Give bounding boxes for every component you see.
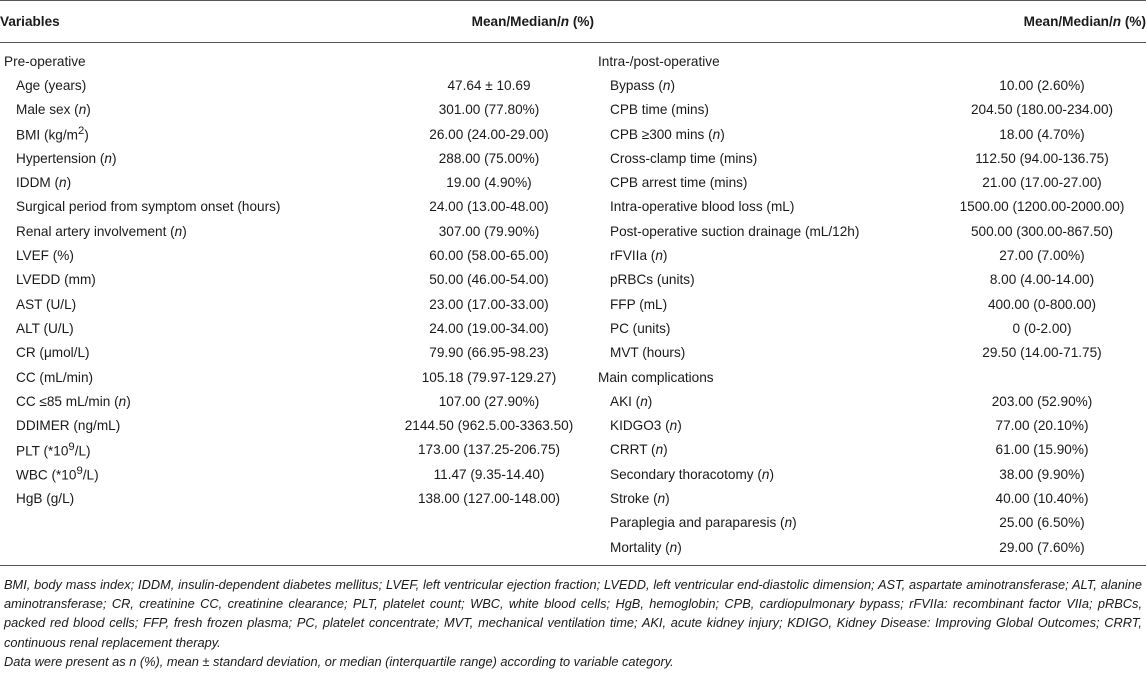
table-row xyxy=(0,195,1146,219)
right-value: 21.00 (17.00-27.00) xyxy=(982,175,1102,191)
right-variable-label: Mortality (n) xyxy=(610,539,682,555)
right-value: 61.00 (15.90%) xyxy=(995,442,1089,458)
right-value: 203.00 (52.90%) xyxy=(991,393,1093,409)
left-variable-label: Surgical period from symptom onset (hours) xyxy=(16,199,281,215)
left-value: 301.00 (77.80%) xyxy=(438,102,540,118)
footnote-data-note: Data were present as n (%), mean ± standard deviation, or median (interquartile range) according to variable category. xyxy=(4,653,674,669)
right-variable-label: CPB time (mins) xyxy=(610,102,709,118)
right-variable-label: PC (units) xyxy=(610,320,671,336)
left-value: 24.00 (19.00-34.00) xyxy=(429,320,549,336)
footnote-abbreviations: BMI, body mass index; IDDM, insulin-dependent diabetes mellitus; LVEF, left ventricular ejection fraction; LVEDD, left ventricular end-diastolic dimension; AST, aspartate aminotransferase; ALT, alanine aminotransferase; CR, creatinine CC, creatinine clearance; PLT, platelet count; WBC, white blood cells; HgB, hemoglobin; CPB, cardiopulmonary bypass; rFVIIa: recombinant factor VIIa; pRBCs, packed red blood cells; FFP, fresh frozen plasma; PC, platelet concentrate; MVT, mechanical ventilation time; AKI, acute kidney injury; KDIGO, Kidney Disease: Improving Global Outcomes; CRRT, continuous renal replacement therapy. xyxy=(4,577,1142,650)
left-value: 47.64 ± 10.69 xyxy=(447,77,531,93)
left-variable-label: DDIMER (ng/mL) xyxy=(16,418,121,434)
left-variable-label: ALT (U/L) xyxy=(16,320,74,336)
right-variable-label: MVT (hours) xyxy=(610,345,686,361)
right-value: 400.00 (0-800.00) xyxy=(987,296,1097,312)
left-variable-label: WBC $(*10^9/L)$ xyxy=(16,465,99,483)
right-value: 204.50 (180.00-234.00) xyxy=(970,102,1114,118)
right-variable-label: AKI (n) xyxy=(610,393,653,409)
right-variable-label: CPB ≥300 mins (n) xyxy=(610,126,725,142)
table-row xyxy=(0,73,1146,97)
left-value: 107.00 (27.90%) xyxy=(438,393,540,409)
left-value: 173.00 (137.25-206.75) xyxy=(417,442,561,458)
right-value: 77.00 (20.10%) xyxy=(995,418,1089,434)
section-intra-post-operative: Intra-/post-operative xyxy=(598,53,720,69)
table-row xyxy=(0,268,1146,292)
right-variable-label: Post-operative suction drainage (mL/12h) xyxy=(610,223,860,239)
right-value: 29.50 (14.00-71.75) xyxy=(982,345,1102,361)
left-variable-label: CC ≤85 mL/min (n) xyxy=(16,393,131,409)
left-value: 60.00 (58.00-65.00) xyxy=(429,248,549,264)
header-spacer xyxy=(594,1,938,43)
table-row xyxy=(0,341,1146,365)
table-row xyxy=(0,146,1146,170)
right-variable-label: FFP (mL) xyxy=(610,296,668,312)
left-variable-label: Male sex (n) xyxy=(16,102,91,118)
left-value: 307.00 (79.90%) xyxy=(438,223,540,239)
right-variable-label: rFVIIa (n) xyxy=(610,248,668,264)
right-variable-label: Intra-operative blood loss (mL) xyxy=(610,199,795,215)
left-variable-label: AST (U/L) xyxy=(16,296,77,312)
left-variable-label: CC (mL/min) xyxy=(16,369,94,385)
right-value xyxy=(938,365,1146,389)
table-footnotes xyxy=(4,575,1142,671)
right-variable-label: Paraplegia and paraparesis (n) xyxy=(610,515,797,531)
table-row xyxy=(0,98,1146,122)
right-variable-label: Bypass (n) xyxy=(610,77,675,93)
section-main-complications: Main complications xyxy=(598,369,714,385)
left-value: 19.00 (4.90%) xyxy=(446,175,532,191)
header-variables: Variables xyxy=(0,14,60,29)
right-variable-label: CRRT (n) xyxy=(610,442,668,458)
right-value: 500.00 (300.00-867.50) xyxy=(970,223,1114,239)
right-value: 8.00 (4.00-14.00) xyxy=(989,272,1095,288)
table-row xyxy=(0,292,1146,316)
left-variable-label xyxy=(0,511,384,535)
header-value-right: Mean/Median/n (%) xyxy=(1023,14,1146,29)
right-variable-label: Cross-clamp time (mins) xyxy=(610,150,758,166)
left-value: 79.90 (66.95-98.23) xyxy=(429,345,549,361)
left-value: 11.47 (9.35-14.40) xyxy=(433,466,545,482)
right-value: 1500.00 (1200.00-2000.00) xyxy=(959,199,1125,215)
table-row xyxy=(0,511,1146,535)
right-value: 27.00 (7.00%) xyxy=(999,248,1085,264)
right-variable-label: KIDGO3 (n) xyxy=(610,418,682,434)
left-variable-label: HgB (g/L) xyxy=(16,490,75,506)
right-value: 18.00 (4.70%) xyxy=(999,126,1085,142)
table-row xyxy=(0,535,1146,566)
table-row xyxy=(0,316,1146,340)
table-row xyxy=(0,486,1146,510)
left-variable-label: Hypertension (n) xyxy=(16,150,117,166)
left-value: 288.00 (75.00%) xyxy=(438,150,540,166)
left-variable-label: LVEF (%) xyxy=(16,248,74,264)
header-value-left: Mean/Median/n (%) xyxy=(471,14,594,29)
left-value: 105.18 (79.97-129.27) xyxy=(421,369,557,385)
left-value: 138.00 (127.00-148.00) xyxy=(417,490,561,506)
table-row xyxy=(0,462,1146,486)
table-header-row xyxy=(0,1,1146,43)
left-variable-label: BMI $(kg/m^2)$ xyxy=(16,125,89,143)
left-variable-label: IDDM (n) xyxy=(16,175,72,191)
left-value: 2144.50 (962.5.00-3363.50) xyxy=(404,418,574,434)
right-value: 40.00 (10.40%) xyxy=(995,490,1089,506)
table-row xyxy=(0,438,1146,462)
table-row xyxy=(0,122,1146,146)
table-row xyxy=(0,170,1146,194)
table-row xyxy=(0,243,1146,267)
right-variable-label: pRBCs (units) xyxy=(610,272,695,288)
right-variable-label: Stroke (n) xyxy=(610,490,670,506)
left-value xyxy=(384,511,594,535)
left-variable-label: CR (μmol/L) xyxy=(16,345,90,361)
left-value: 24.00 (13.00-48.00) xyxy=(429,199,549,215)
table-row xyxy=(0,365,1146,389)
left-variable-label: Age (years) xyxy=(16,77,87,93)
right-value: 25.00 (6.50%) xyxy=(999,515,1085,531)
right-value: 0 (0-2.00) xyxy=(1012,320,1072,336)
right-value: 10.00 (2.60%) xyxy=(999,77,1085,93)
right-value: 29.00 (7.60%) xyxy=(999,539,1085,555)
left-value: 50.00 (46.00-54.00) xyxy=(429,272,549,288)
left-value xyxy=(384,535,594,566)
right-variable-label: Secondary thoracotomy (n) xyxy=(610,466,774,482)
section-pre-operative: Pre-operative xyxy=(4,53,86,69)
table-row xyxy=(0,413,1146,437)
left-value: 26.00 (24.00-29.00) xyxy=(429,126,549,142)
left-value: 23.00 (17.00-33.00) xyxy=(429,296,549,312)
left-variable-label: Renal artery involvement (n) xyxy=(16,223,187,239)
table-row xyxy=(0,389,1146,413)
table-body xyxy=(0,43,1146,566)
left-variable-label: PLT $(*10^9/L)$ xyxy=(16,441,91,459)
section-row xyxy=(0,43,1146,74)
table-row xyxy=(0,219,1146,243)
right-value: 112.50 (94.00-136.75) xyxy=(975,150,1109,166)
right-variable-label: CPB arrest time (mins) xyxy=(610,175,748,191)
left-variable-label: LVEDD (mm) xyxy=(16,272,96,288)
left-variable-label xyxy=(0,535,384,566)
right-value: 38.00 (9.90%) xyxy=(999,466,1085,482)
